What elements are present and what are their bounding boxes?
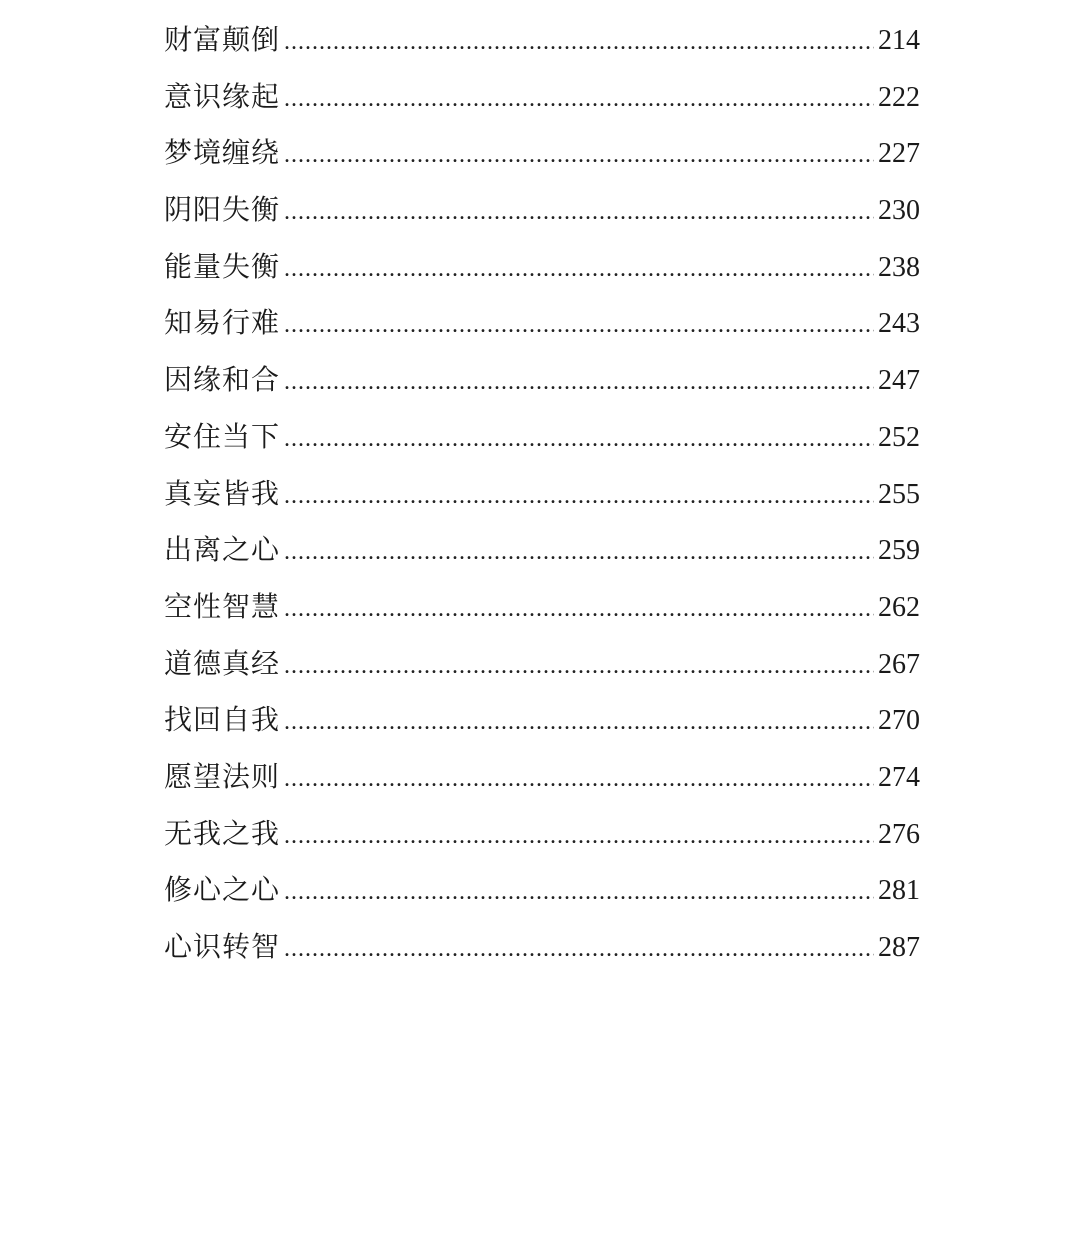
- dot-leader: [284, 297, 874, 354]
- toc-entry[interactable]: [164, 69, 920, 126]
- toc-entry-title: 心识转智: [164, 930, 281, 963]
- toc-entry-title: 阴阳失衡: [164, 193, 281, 227]
- toc-entry-title: 梦境缠绕: [164, 136, 281, 170]
- toc-entry-title: 愿望法则: [164, 759, 281, 793]
- toc-entry[interactable]: [164, 12, 920, 69]
- toc-entry-page-number: 222: [878, 81, 920, 113]
- toc-entry[interactable]: [164, 862, 920, 919]
- toc-entry-title: 空性智慧: [164, 589, 281, 623]
- dot-leader: [284, 694, 874, 751]
- dot-leader: [284, 241, 874, 298]
- toc-entry[interactable]: [164, 579, 920, 636]
- toc-entry-page-number: 287: [878, 932, 920, 963]
- dot-leader: [284, 751, 874, 808]
- toc-entry[interactable]: [164, 636, 920, 693]
- toc-entry-title: 因缘和合: [164, 363, 281, 397]
- toc-entry-page-number: 281: [878, 875, 920, 907]
- toc-entry-page-number: 238: [878, 251, 920, 283]
- toc-entry-title: 找回自我: [164, 703, 281, 737]
- toc-entry-page-number: 270: [878, 705, 920, 737]
- dot-leader: [284, 581, 874, 638]
- toc-entry[interactable]: [164, 352, 920, 409]
- dot-leader: [284, 921, 874, 978]
- toc-entry-page-number: 255: [878, 478, 920, 510]
- toc-entry-title: 意识缘起: [164, 79, 281, 113]
- toc-entry-page-number: 262: [878, 591, 920, 623]
- toc-entry-title: 出离之心: [164, 533, 281, 567]
- toc-entry-page-number: 274: [878, 761, 920, 793]
- toc-entry-title: 知易行难: [164, 306, 281, 340]
- toc-entry[interactable]: [164, 182, 920, 239]
- dot-leader: [284, 468, 874, 525]
- dot-leader: [284, 808, 874, 865]
- dot-leader: [284, 864, 874, 921]
- toc-entry-title: 安住当下: [164, 419, 281, 453]
- toc-entry[interactable]: [164, 806, 920, 863]
- toc-entry[interactable]: [164, 919, 920, 976]
- toc-entry-page-number: 267: [878, 648, 920, 680]
- toc-entry[interactable]: [164, 409, 920, 466]
- toc-entry-page-number: 230: [878, 195, 920, 227]
- toc-entry[interactable]: [164, 125, 920, 182]
- toc-entry-page-number: 214: [878, 25, 920, 56]
- toc-entry-title: 无我之我: [164, 816, 281, 850]
- toc-entry-title: 能量失衡: [164, 249, 281, 283]
- toc-entry-title: 财富颠倒: [164, 23, 281, 56]
- dot-leader: [284, 71, 874, 128]
- toc-entry-page-number: 243: [878, 308, 920, 340]
- toc-entry-page-number: 252: [878, 421, 920, 453]
- toc-entry[interactable]: [164, 239, 920, 296]
- dot-leader: [284, 14, 874, 71]
- toc-entry-page-number: 227: [878, 138, 920, 170]
- toc-entry-page-number: 247: [878, 365, 920, 397]
- toc-entry[interactable]: [164, 522, 920, 579]
- toc-entry-title: 修心之心: [164, 873, 281, 907]
- dot-leader: [284, 638, 874, 695]
- dot-leader: [284, 411, 874, 468]
- dot-leader: [284, 524, 874, 581]
- toc-entry-page-number: 259: [878, 535, 920, 567]
- toc-entry[interactable]: [164, 692, 920, 749]
- table-of-contents: [164, 12, 920, 976]
- dot-leader: [284, 354, 874, 411]
- dot-leader: [284, 184, 874, 241]
- dot-leader: [284, 127, 874, 184]
- toc-entry-page-number: 276: [878, 818, 920, 850]
- toc-entry-title: 道德真经: [164, 646, 281, 680]
- toc-entry[interactable]: [164, 295, 920, 352]
- toc-entry[interactable]: [164, 466, 920, 523]
- toc-entry[interactable]: [164, 749, 920, 806]
- toc-entry-title: 真妄皆我: [164, 476, 281, 510]
